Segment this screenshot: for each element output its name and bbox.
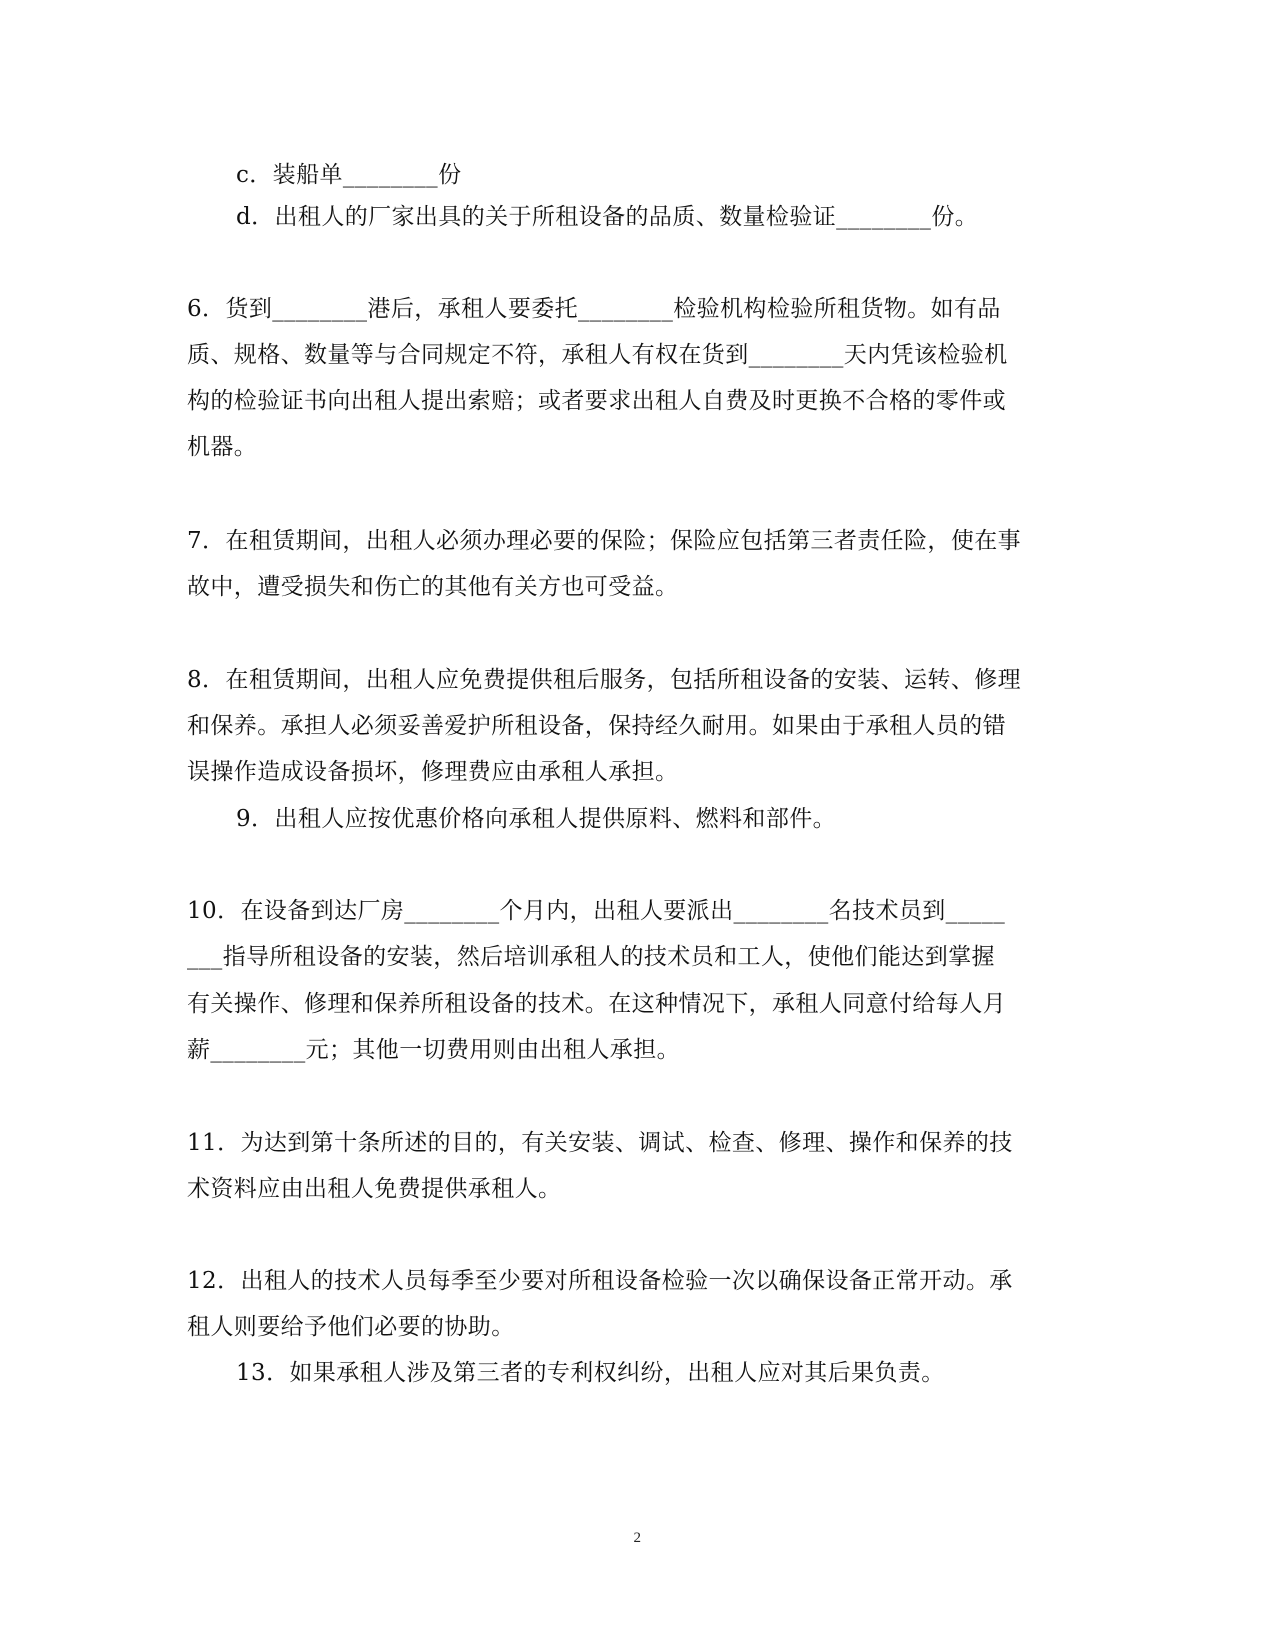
text-line: 8．在租赁期间，出租人应免费提供租后服务，包括所租设备的安装、运转、修理 xyxy=(187,667,1022,693)
text-line: 9．出租人应按优惠价格向承租人提供原料、燃料和部件。 xyxy=(236,806,837,832)
text-line: c．装船单________份 xyxy=(236,162,462,188)
text-line: d．出租人的厂家出具的关于所租设备的品质、数量检验证________份。 xyxy=(236,204,979,230)
text-line: 10．在设备到达厂房________个月内，出租人要派出________名技术员到_____ xyxy=(187,898,1006,924)
text-line: ___指导所租设备的安装，然后培训承租人的技术员和工人，使他们能达到掌握 xyxy=(187,944,995,970)
text-line: 租人则要给予他们必要的协助。 xyxy=(187,1314,515,1340)
text-line: 13．如果承租人涉及第三者的专利权纠纷，出租人应对其后果负责。 xyxy=(236,1360,945,1386)
text-line: 构的检验证书向出租人提出索赔；或者要求出租人自费及时更换不合格的零件或 xyxy=(187,388,1006,414)
text-line: 6．货到________港后，承租人要委托________检验机构检验所租货物。如有品 xyxy=(187,296,1001,322)
text-line: 机器。 xyxy=(187,434,258,460)
text-line: 12．出租人的技术人员每季至少要对所租设备检验一次以确保设备正常开动。承 xyxy=(187,1268,1013,1294)
text-line: 有关操作、修理和保养所租设备的技术。在这种情况下，承租人同意付给每人月 xyxy=(187,991,1006,1017)
text-line: 7．在租赁期间，出租人必须办理必要的保险；保险应包括第三者责任险，使在事 xyxy=(187,528,1022,554)
text-line: 质、规格、数量等与合同规定不符，承租人有权在货到________天内凭该检验机 xyxy=(187,342,1008,368)
text-line: 11．为达到第十条所述的目的，有关安装、调试、检查、修理、操作和保养的技 xyxy=(187,1130,1013,1156)
page-number: 2 xyxy=(633,1530,642,1546)
text-line: 薪________元；其他一切费用则由出租人承担。 xyxy=(187,1037,680,1063)
text-line: 误操作造成设备损坏，修理费应由承租人承担。 xyxy=(187,759,679,785)
text-line: 术资料应由出租人免费提供承租人。 xyxy=(187,1176,562,1202)
text-line: 和保养。承担人必须妥善爱护所租设备，保持经久耐用。如果由于承租人员的错 xyxy=(187,713,1006,739)
text-line: 故中，遭受损失和伤亡的其他有关方也可受益。 xyxy=(187,574,679,600)
